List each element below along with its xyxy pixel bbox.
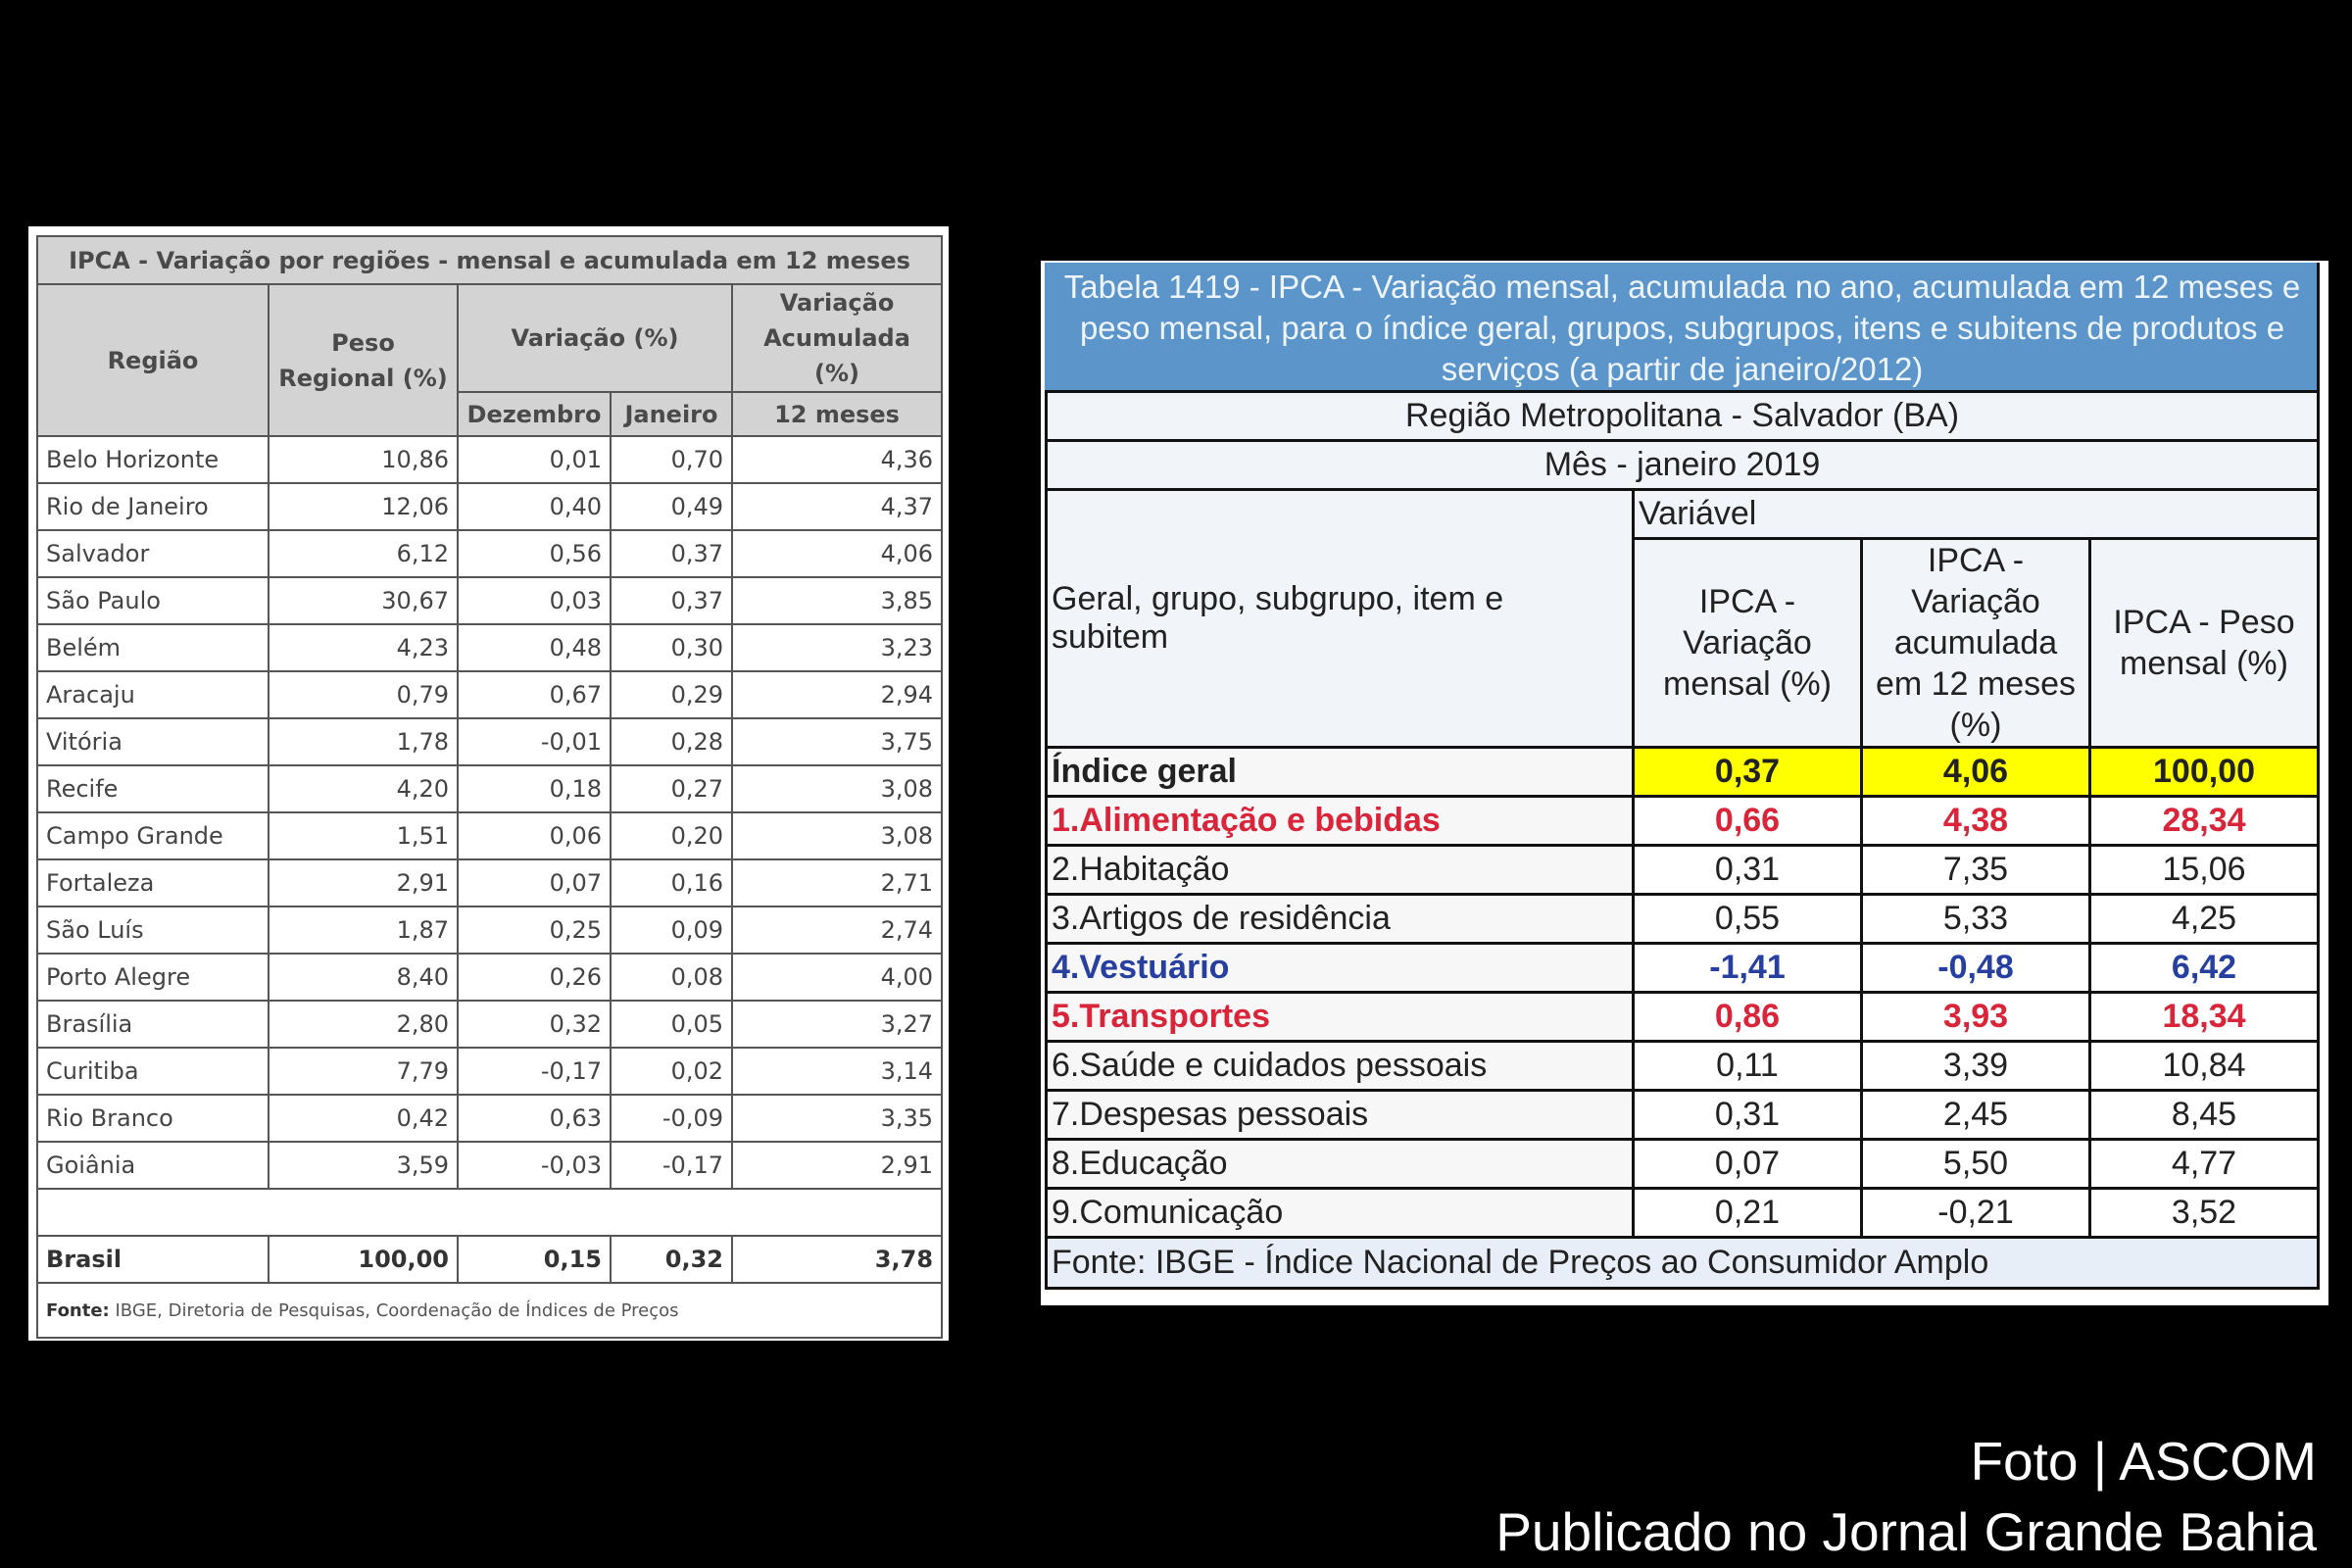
- photo-credit: Foto | ASCOM: [1970, 1431, 2317, 1492]
- table-row: [1047, 748, 2319, 797]
- cell-acum12: 5,50: [1862, 1140, 2090, 1189]
- table-row: [37, 859, 942, 906]
- cell-peso: 0,42: [269, 1095, 458, 1142]
- publication-credit: Publicado no Jornal Grande Bahia: [1495, 1501, 2317, 1562]
- label-column-header: Geral, grupo, subgrupo, item e subitem: [1047, 490, 1634, 748]
- cell-label: 5.Transportes: [1047, 993, 1634, 1042]
- cell-label: 3.Artigos de residência: [1047, 895, 1634, 944]
- cell-regiao: Curitiba: [37, 1048, 269, 1095]
- cell-dezembro: 0,56: [458, 530, 611, 577]
- header-variacao: Variação (%): [458, 284, 732, 392]
- table-row: [37, 483, 942, 530]
- cell-peso: 12,06: [269, 483, 458, 530]
- cell-dezembro: 0,67: [458, 671, 611, 718]
- cell-peso: 3,59: [269, 1142, 458, 1189]
- cell-label: 2.Habitação: [1047, 846, 1634, 895]
- source-text: IBGE, Diretoria de Pesquisas, Coordenação de Índices de Preços: [109, 1299, 679, 1321]
- cell-peso: 4,20: [269, 765, 458, 812]
- cell-janeiro: 0,16: [611, 859, 732, 906]
- photo-credits: [1495, 1426, 2317, 1567]
- cell-acum12: 5,33: [1862, 895, 2090, 944]
- cell-label: 7.Despesas pessoais: [1047, 1091, 1634, 1140]
- source-note: [37, 1283, 942, 1338]
- cell-janeiro: -0,09: [611, 1095, 732, 1142]
- cell-regiao: Belo Horizonte: [37, 436, 269, 483]
- cell-mensal: 0,55: [1634, 895, 1862, 944]
- cell-dezembro: 0,06: [458, 812, 611, 859]
- table-row: [37, 624, 942, 671]
- cell-12-meses: 2,94: [732, 671, 942, 718]
- cell-peso: 10,86: [269, 436, 458, 483]
- table-title: Tabela 1419 - IPCA - Variação mensal, acumulada no ano, acumulada em 12 meses e peso mensal, para o índice geral, grupos, subgrupos, itens e subitens de produtos e serviços (a partir de janeiro/2012): [1047, 265, 2319, 392]
- total-peso: 100,00: [269, 1236, 458, 1283]
- cell-peso: 30,67: [269, 577, 458, 624]
- month-label: Mês - janeiro 2019: [1047, 441, 2319, 490]
- variavel-header: Variável: [1634, 490, 2319, 539]
- cell-regiao: Aracaju: [37, 671, 269, 718]
- cell-dezembro: 0,40: [458, 483, 611, 530]
- cell-peso: 2,91: [269, 859, 458, 906]
- cell-dezembro: 0,63: [458, 1095, 611, 1142]
- cell-label: 1.Alimentação e bebidas: [1047, 797, 1634, 846]
- cell-12-meses: 3,85: [732, 577, 942, 624]
- salvador-ipca-table-card: [1041, 261, 2328, 1305]
- cell-12-meses: 2,74: [732, 906, 942, 954]
- cell-janeiro: 0,30: [611, 624, 732, 671]
- cell-peso: 6,42: [2090, 944, 2319, 993]
- cell-12-meses: 3,08: [732, 765, 942, 812]
- cell-regiao: Fortaleza: [37, 859, 269, 906]
- cell-dezembro: -0,03: [458, 1142, 611, 1189]
- cell-acum12: 3,39: [1862, 1042, 2090, 1091]
- cell-peso: 1,78: [269, 718, 458, 765]
- cell-regiao: São Luís: [37, 906, 269, 954]
- cell-acum12: -0,48: [1862, 944, 2090, 993]
- cell-peso: 4,25: [2090, 895, 2319, 944]
- cell-dezembro: 0,07: [458, 859, 611, 906]
- cell-peso: 1,51: [269, 812, 458, 859]
- cell-janeiro: 0,02: [611, 1048, 732, 1095]
- col-header-acum12: IPCA - Variação acumulada em 12 meses (%): [1862, 539, 2090, 748]
- cell-peso: 0,79: [269, 671, 458, 718]
- cell-janeiro: 0,28: [611, 718, 732, 765]
- cell-janeiro: 0,05: [611, 1001, 732, 1048]
- cell-janeiro: 0,70: [611, 436, 732, 483]
- source-label: Fonte:: [46, 1299, 110, 1321]
- cell-12-meses: 3,14: [732, 1048, 942, 1095]
- table-row: [37, 577, 942, 624]
- cell-mensal: 0,11: [1634, 1042, 1862, 1091]
- table-row: [37, 1001, 942, 1048]
- header-regiao: Região: [37, 284, 269, 436]
- table-row: [1047, 1091, 2319, 1140]
- total-row: [37, 1236, 942, 1283]
- cell-mensal: 0,66: [1634, 797, 1862, 846]
- cell-regiao: Porto Alegre: [37, 954, 269, 1001]
- cell-acum12: -0,21: [1862, 1189, 2090, 1238]
- cell-12-meses: 3,08: [732, 812, 942, 859]
- cell-dezembro: 0,01: [458, 436, 611, 483]
- cell-regiao: Vitória: [37, 718, 269, 765]
- table-row: [37, 1048, 942, 1095]
- cell-mensal: 0,86: [1634, 993, 1862, 1042]
- cell-dezembro: 0,48: [458, 624, 611, 671]
- cell-12-meses: 4,00: [732, 954, 942, 1001]
- table-row: [37, 1095, 942, 1142]
- cell-12-meses: 3,27: [732, 1001, 942, 1048]
- cell-acum12: 4,06: [1862, 748, 2090, 797]
- cell-regiao: Brasília: [37, 1001, 269, 1048]
- cell-acum12: 7,35: [1862, 846, 2090, 895]
- table-row: [1047, 1042, 2319, 1091]
- cell-label: 6.Saúde e cuidados pessoais: [1047, 1042, 1634, 1091]
- cell-label: 4.Vestuário: [1047, 944, 1634, 993]
- header-12-meses: 12 meses: [732, 392, 942, 436]
- cell-regiao: Salvador: [37, 530, 269, 577]
- table-row: [37, 671, 942, 718]
- table-row: [37, 906, 942, 954]
- cell-peso: 2,80: [269, 1001, 458, 1048]
- table-row: [37, 1142, 942, 1189]
- cell-12-meses: 4,36: [732, 436, 942, 483]
- cell-mensal: 0,21: [1634, 1189, 1862, 1238]
- table-row: [37, 812, 942, 859]
- cell-janeiro: 0,37: [611, 530, 732, 577]
- cell-peso: 4,23: [269, 624, 458, 671]
- cell-label: Índice geral: [1047, 748, 1634, 797]
- cell-12-meses: 2,71: [732, 859, 942, 906]
- cell-regiao: Rio de Janeiro: [37, 483, 269, 530]
- region-label: Região Metropolitana - Salvador (BA): [1047, 392, 2319, 441]
- header-janeiro: Janeiro: [611, 392, 732, 436]
- header-dezembro: Dezembro: [458, 392, 611, 436]
- source-note: Fonte: IBGE - Índice Nacional de Preços ao Consumidor Amplo: [1047, 1238, 2319, 1289]
- cell-mensal: -1,41: [1634, 944, 1862, 993]
- cell-peso: 4,77: [2090, 1140, 2319, 1189]
- cell-acum12: 2,45: [1862, 1091, 2090, 1140]
- cell-dezembro: 0,18: [458, 765, 611, 812]
- table-title: IPCA - Variação por regiões - mensal e acumulada em 12 meses: [37, 236, 942, 284]
- cell-regiao: São Paulo: [37, 577, 269, 624]
- cell-mensal: 0,07: [1634, 1140, 1862, 1189]
- cell-peso: 100,00: [2090, 748, 2319, 797]
- cell-regiao: Campo Grande: [37, 812, 269, 859]
- cell-peso: 18,34: [2090, 993, 2319, 1042]
- table-row: [1047, 1140, 2319, 1189]
- cell-peso: 1,87: [269, 906, 458, 954]
- total-regiao: Brasil: [37, 1236, 269, 1283]
- table-row: [37, 436, 942, 483]
- cell-dezembro: 0,03: [458, 577, 611, 624]
- cell-dezembro: -0,17: [458, 1048, 611, 1095]
- table-row: [1047, 944, 2319, 993]
- table-row: [1047, 895, 2319, 944]
- cell-janeiro: 0,29: [611, 671, 732, 718]
- cell-janeiro: 0,27: [611, 765, 732, 812]
- table-row: [37, 954, 942, 1001]
- table-row: [1047, 993, 2319, 1042]
- cell-mensal: 0,37: [1634, 748, 1862, 797]
- cell-12-meses: 4,37: [732, 483, 942, 530]
- cell-janeiro: 0,08: [611, 954, 732, 1001]
- table-row: [1047, 1189, 2319, 1238]
- header-acumulada: Variação Acumulada (%): [732, 284, 942, 392]
- cell-dezembro: 0,32: [458, 1001, 611, 1048]
- cell-peso: 6,12: [269, 530, 458, 577]
- cell-regiao: Rio Branco: [37, 1095, 269, 1142]
- cell-peso: 7,79: [269, 1048, 458, 1095]
- total-acum: 3,78: [732, 1236, 942, 1283]
- cell-acum12: 3,93: [1862, 993, 2090, 1042]
- cell-regiao: Recife: [37, 765, 269, 812]
- cell-janeiro: 0,20: [611, 812, 732, 859]
- regional-ipca-table-card: [28, 226, 949, 1341]
- spacer-row: [37, 1189, 942, 1236]
- total-jan: 0,32: [611, 1236, 732, 1283]
- table-row: [37, 530, 942, 577]
- cell-label: 8.Educação: [1047, 1140, 1634, 1189]
- table-row: [37, 718, 942, 765]
- cell-dezembro: 0,26: [458, 954, 611, 1001]
- cell-dezembro: 0,25: [458, 906, 611, 954]
- col-header-peso: IPCA - Peso mensal (%): [2090, 539, 2319, 748]
- cell-mensal: 0,31: [1634, 846, 1862, 895]
- cell-peso: 15,06: [2090, 846, 2319, 895]
- cell-peso: 10,84: [2090, 1042, 2319, 1091]
- cell-janeiro: 0,09: [611, 906, 732, 954]
- header-peso: Peso Regional (%): [269, 284, 458, 436]
- cell-regiao: Goiânia: [37, 1142, 269, 1189]
- cell-peso: 8,40: [269, 954, 458, 1001]
- cell-12-meses: 3,75: [732, 718, 942, 765]
- cell-peso: 3,52: [2090, 1189, 2319, 1238]
- cell-janeiro: 0,49: [611, 483, 732, 530]
- cell-12-meses: 4,06: [732, 530, 942, 577]
- cell-12-meses: 2,91: [732, 1142, 942, 1189]
- cell-acum12: 4,38: [1862, 797, 2090, 846]
- cell-peso: 8,45: [2090, 1091, 2319, 1140]
- cell-label: 9.Comunicação: [1047, 1189, 1634, 1238]
- cell-regiao: Belém: [37, 624, 269, 671]
- cell-12-meses: 3,23: [732, 624, 942, 671]
- table-row: [1047, 797, 2319, 846]
- table-row: [37, 765, 942, 812]
- cell-dezembro: -0,01: [458, 718, 611, 765]
- cell-peso: 28,34: [2090, 797, 2319, 846]
- cell-12-meses: 3,35: [732, 1095, 942, 1142]
- regional-ipca-table: [36, 235, 943, 1339]
- cell-janeiro: 0,37: [611, 577, 732, 624]
- cell-janeiro: -0,17: [611, 1142, 732, 1189]
- salvador-ipca-table: [1045, 263, 2320, 1290]
- cell-mensal: 0,31: [1634, 1091, 1862, 1140]
- table-row: [1047, 846, 2319, 895]
- col-header-mensal: IPCA - Variação mensal (%): [1634, 539, 1862, 748]
- total-dez: 0,15: [458, 1236, 611, 1283]
